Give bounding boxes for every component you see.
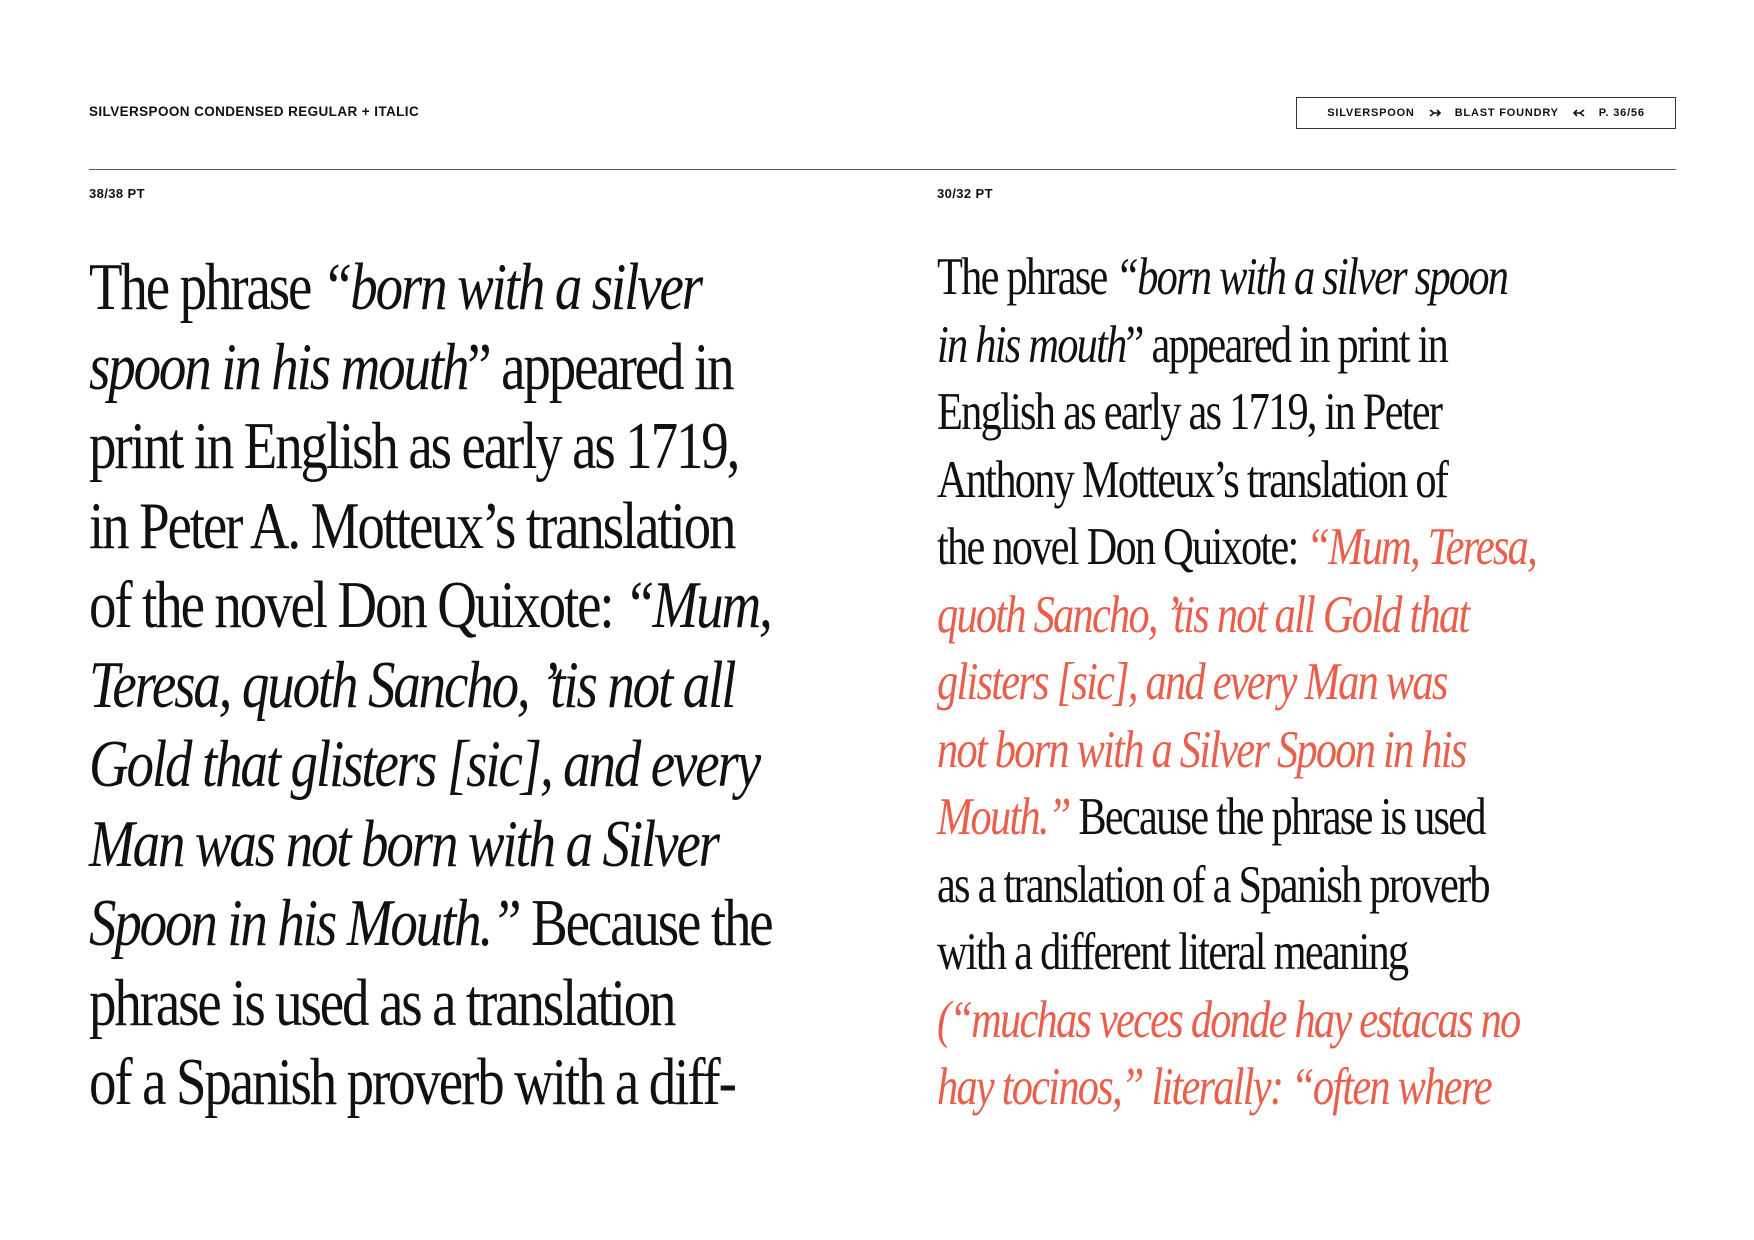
roman-run: English as early as 1719, in Peter (937, 383, 1442, 441)
roman-run: the novel Don Quixote: (937, 518, 1307, 576)
italic-run: in his mouth (937, 315, 1126, 374)
text-line (937, 649, 1536, 717)
roman-run: of the novel Don Quixote: (89, 568, 625, 642)
text-line (89, 884, 772, 964)
foundry-name: BLAST FOUNDRY (1454, 107, 1559, 119)
text-line (89, 805, 772, 885)
roman-run: phrase is used as a translation (89, 965, 675, 1040)
text-line (937, 379, 1536, 447)
left-size-label: 38/38 PT (89, 186, 145, 201)
text-line (937, 1054, 1536, 1122)
italic-run: “Mum, (624, 568, 771, 642)
roman-run: with a different literal meaning (937, 923, 1408, 981)
roman-run: The phrase (89, 250, 322, 324)
text-line (937, 987, 1536, 1055)
highlighted-quote-run: not born with a Silver Spoon in his (937, 720, 1466, 779)
specimen-text-small (937, 244, 1536, 1122)
roman-run: in Peter A. Motteux’s translation (89, 488, 735, 563)
highlighted-quote-run: quoth Sancho, ’tis not all Gold that (937, 585, 1469, 644)
text-line (937, 514, 1536, 582)
arrow-tail-right-icon (1429, 108, 1441, 118)
italic-run: “born with a silver (321, 250, 702, 324)
text-line (937, 784, 1536, 852)
page-number: P. 36/56 (1598, 107, 1645, 119)
italic-run: “born with a silver spoon (1115, 248, 1508, 306)
highlighted-quote-run: hay tocinos,” literally: “often where (937, 1058, 1491, 1116)
roman-run: of a Spanish proverb with a diff- (89, 1045, 735, 1119)
text-line (937, 717, 1536, 785)
italic-run: Gold that glisters [sic], and every (89, 727, 760, 801)
roman-run: Because the phrase is used (1069, 788, 1485, 846)
highlighted-quote-run: “Mum, Teresa, (1306, 518, 1536, 576)
roman-run: ” appeared in print in (1125, 315, 1448, 374)
text-line (89, 646, 772, 726)
text-line (937, 919, 1536, 987)
typeface-name: SILVERSPOON (1327, 107, 1415, 119)
page-title: SILVERSPOON CONDENSED REGULAR + ITALIC (89, 104, 420, 119)
italic-run: Spoon in his Mouth.” (89, 886, 520, 960)
highlighted-quote-run: (“muchas veces donde hay estacas no (937, 990, 1520, 1049)
text-line (937, 244, 1536, 312)
text-line (89, 248, 772, 328)
text-line (89, 964, 772, 1044)
roman-run: print in English as early as 1719, (89, 409, 739, 483)
text-line (89, 328, 772, 408)
roman-run: as a translation of a Spanish proverb (937, 855, 1489, 914)
text-line (89, 1043, 772, 1123)
arrow-tail-left-icon (1573, 108, 1585, 118)
italic-run: Teresa, quoth Sancho, ’tis not all (89, 647, 735, 722)
text-line (89, 407, 772, 487)
specimen-text-large (89, 248, 772, 1123)
text-line (89, 566, 772, 646)
meta-box (1296, 97, 1676, 129)
roman-run: ” appeared in (467, 329, 733, 404)
text-line (937, 582, 1536, 650)
highlighted-quote-run: glisters [sic], and every Man was (937, 653, 1447, 711)
italic-run: spoon in his mouth (89, 329, 468, 404)
highlighted-quote-run: Mouth.” (937, 788, 1070, 846)
right-size-label: 30/32 PT (937, 186, 993, 201)
text-line (89, 487, 772, 567)
roman-run: Anthony Motteux’s translation of (937, 450, 1448, 509)
roman-run: The phrase (937, 248, 1116, 306)
text-line (937, 312, 1536, 380)
text-line (937, 852, 1536, 920)
header-rule (89, 169, 1676, 170)
italic-run: Man was not born with a Silver (89, 806, 718, 881)
text-line (937, 447, 1536, 515)
text-line (89, 725, 772, 805)
roman-run: Because the (519, 886, 772, 960)
